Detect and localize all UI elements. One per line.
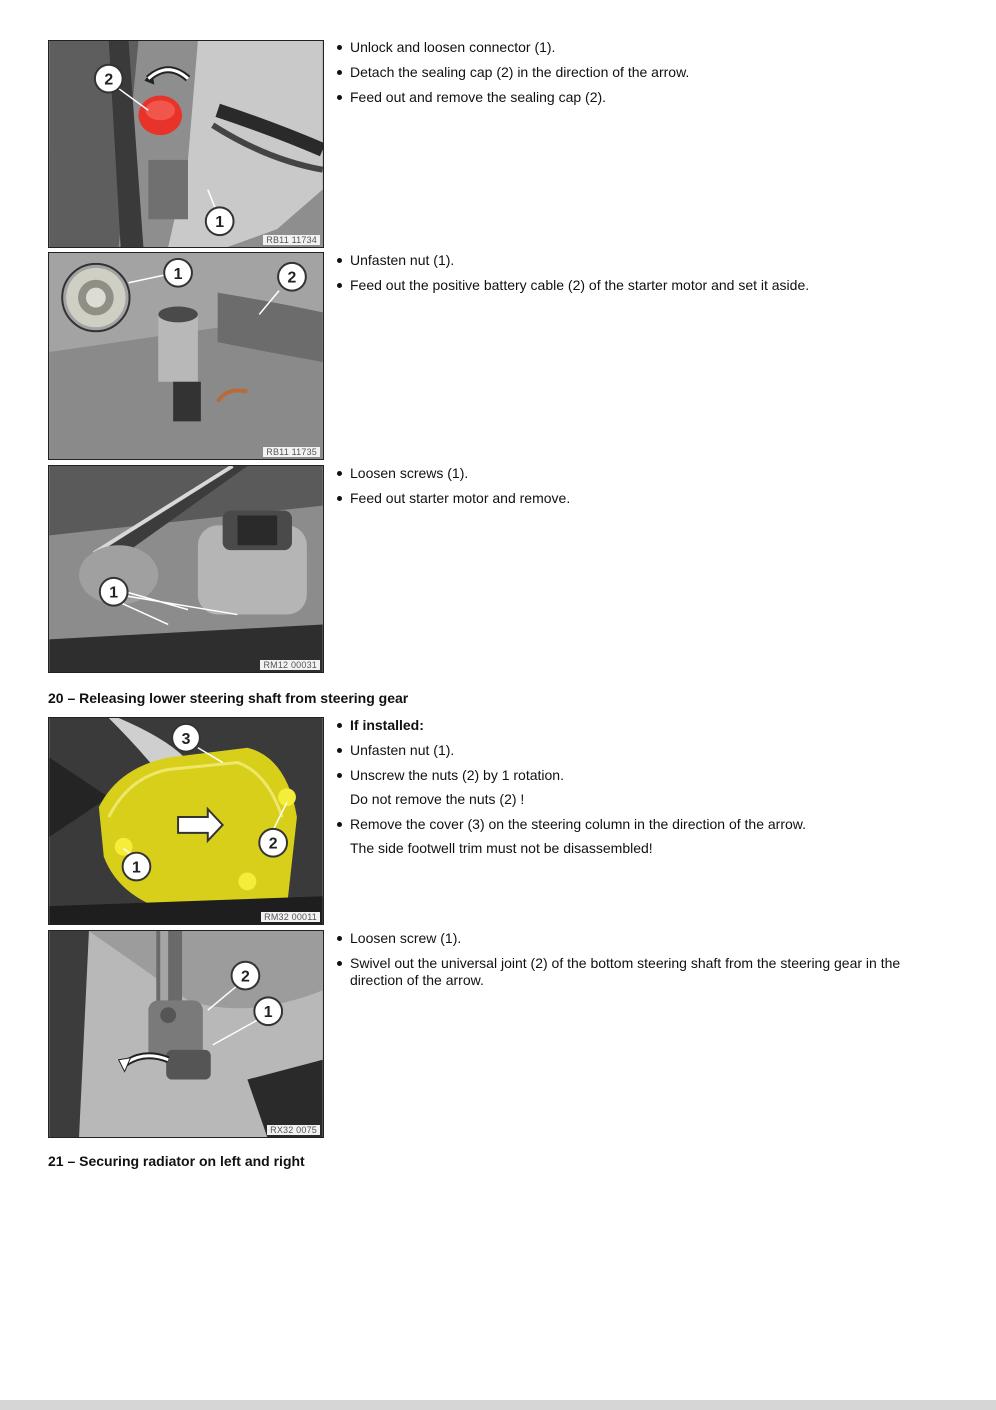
figure-code: RM12 00031 xyxy=(260,660,320,670)
callout-label: 2 xyxy=(104,71,114,89)
steps-list xyxy=(334,39,934,114)
figure-starter-motor xyxy=(48,465,324,673)
section-heading: 20 – Releasing lower steering shaft from steering gear xyxy=(48,690,409,706)
section-heading: 21 – Securing radiator on left and right xyxy=(48,1153,305,1169)
step-item: Loosen screw (1). xyxy=(334,930,934,947)
photo-universal-joint xyxy=(49,931,323,1137)
step-note: Do not remove the nuts (2) ! xyxy=(350,791,525,807)
callout-label: 1 xyxy=(132,859,141,877)
step-item: Unfasten nut (1). xyxy=(334,252,934,269)
callout-label: 2 xyxy=(287,269,297,287)
step-item: Remove the cover (3) on the steering column in the direction of the arrow. xyxy=(334,816,934,833)
step-item: Feed out and remove the sealing cap (2). xyxy=(334,89,934,106)
step-bold-text: If installed: xyxy=(350,717,424,733)
callout-label: 1 xyxy=(109,584,119,602)
figure-code: RM32 00011 xyxy=(261,912,320,922)
steps-list xyxy=(334,465,934,515)
step-item: Unlock and loosen connector (1). xyxy=(334,39,934,56)
photo-steering-column-cover xyxy=(49,718,323,924)
callout-label: 1 xyxy=(173,265,183,283)
steps-list xyxy=(334,930,934,997)
step-item: Unfasten nut (1). xyxy=(334,742,934,759)
figure-steering-cover xyxy=(48,717,324,925)
figure-code: RB11 11735 xyxy=(263,447,320,457)
step-note: The side footwell trim must not be disassembled! xyxy=(350,840,653,856)
photo-transmission-connector xyxy=(49,41,323,247)
steps-list xyxy=(334,717,934,865)
callout-label: 2 xyxy=(268,835,278,853)
step-item: Feed out starter motor and remove. xyxy=(334,490,934,507)
step-item: Detach the sealing cap (2) in the direction of the arrow. xyxy=(334,64,934,81)
step-item: Loosen screws (1). xyxy=(334,465,934,482)
callout-label: 1 xyxy=(215,214,225,232)
step-item: Feed out the positive battery cable (2) of the starter motor and set it aside. xyxy=(334,277,934,294)
figure-nut-battery-cable xyxy=(48,252,324,460)
callout-label: 1 xyxy=(263,1004,273,1022)
photo-starter-motor xyxy=(49,466,323,672)
figure-code: RX32 0075 xyxy=(267,1125,320,1135)
callout-label: 2 xyxy=(241,968,250,986)
step-item xyxy=(334,717,934,734)
step-item: Swivel out the universal joint (2) of the bottom steering shaft from the steering gear in the direction of the arrow. xyxy=(334,955,934,989)
callout-label: 3 xyxy=(181,730,191,748)
page-bottom-edge xyxy=(0,1400,996,1410)
step-item: Unscrew the nuts (2) by 1 rotation. xyxy=(334,767,934,784)
figure-universal-joint xyxy=(48,930,324,1138)
steps-list xyxy=(334,252,934,302)
photo-starter-nut xyxy=(49,253,323,459)
figure-connector-sealing-cap xyxy=(48,40,324,248)
figure-code: RB11 11734 xyxy=(263,235,320,245)
